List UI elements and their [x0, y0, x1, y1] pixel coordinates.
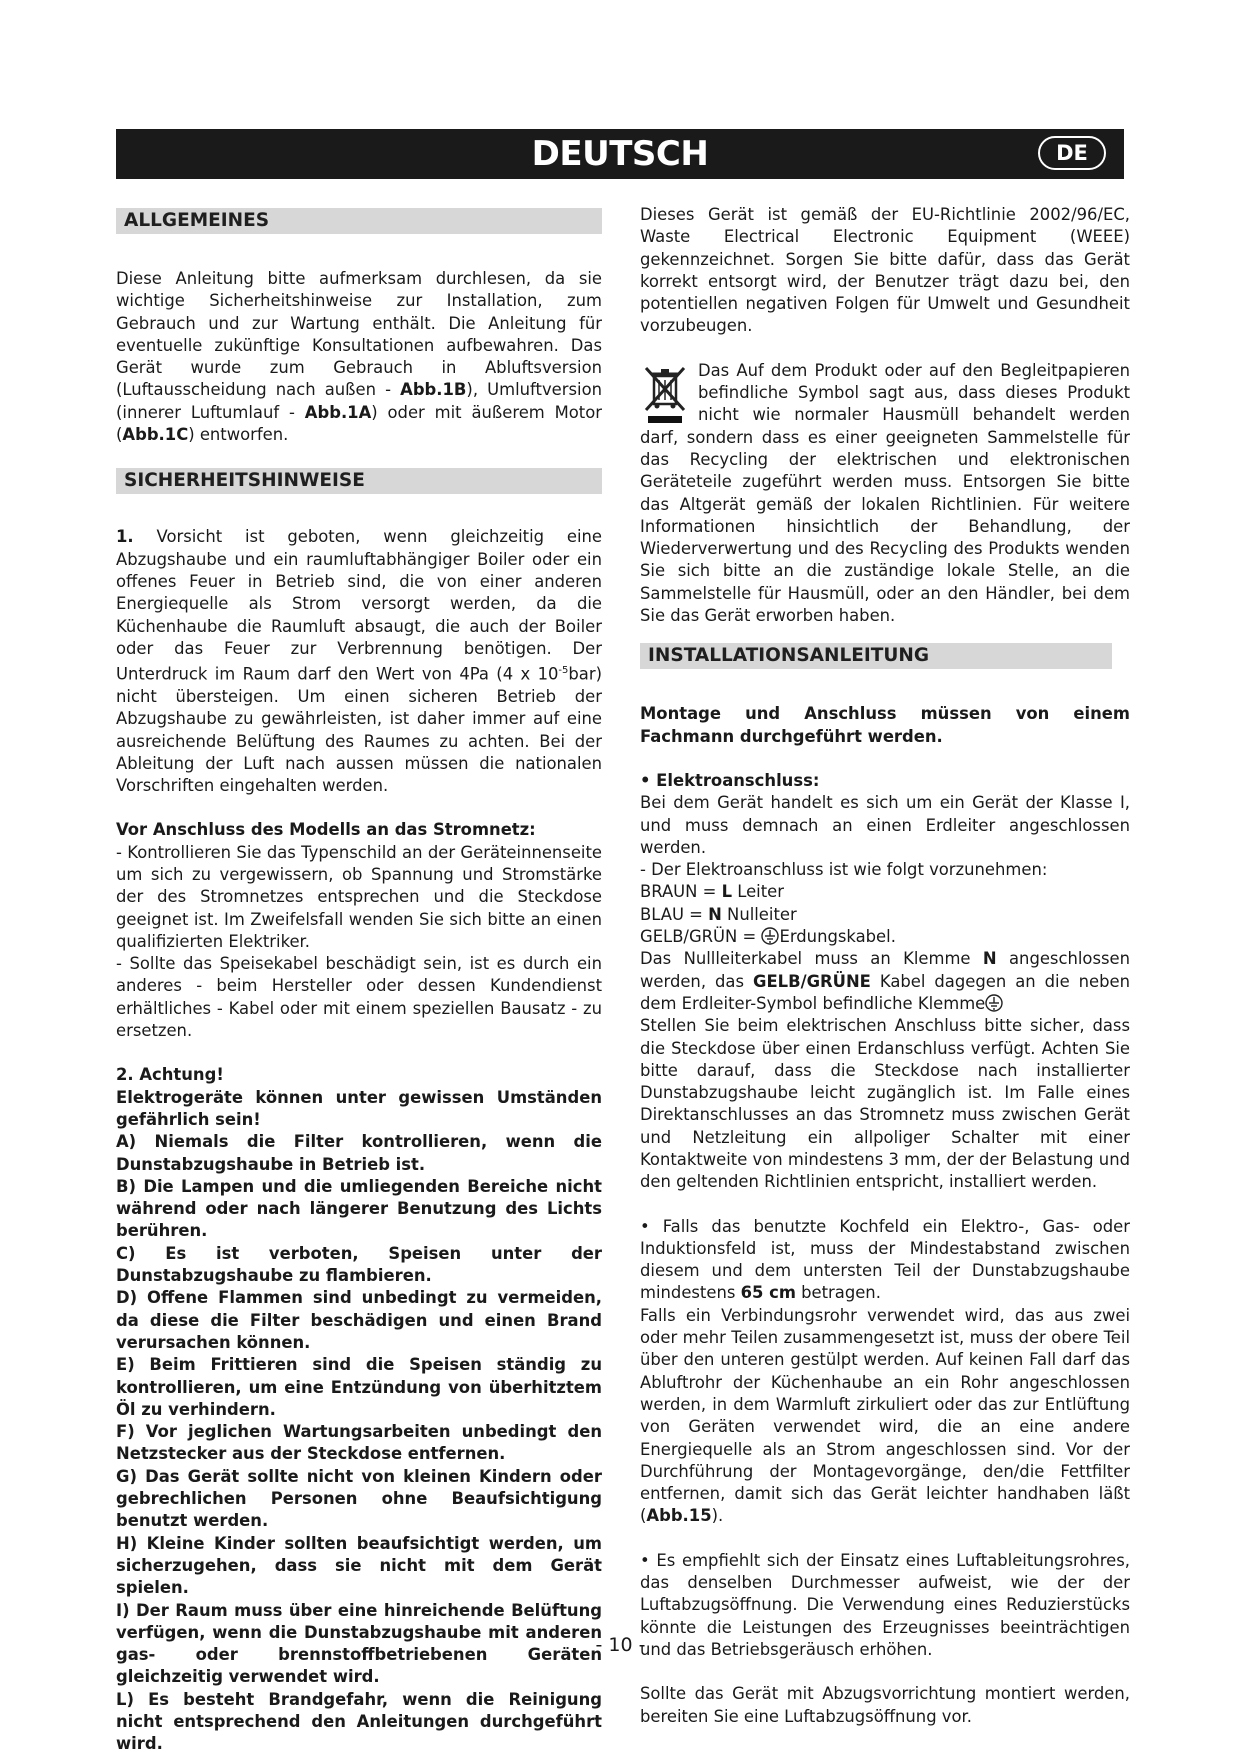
language-badge: DE	[1038, 136, 1106, 170]
allgemeines-paragraph: Diese Anleitung bitte aufmerksam durchlesen, da sie wichtige Sicherheitshinweise zur Installation, zum Gebrauch und zur Wartung enthält. Die Anleitung für eventuelle zukünftige Konsultationen aufbewahren. Das Gerät wurde zum Gebrauch in Abluftsversion (Luftausscheidung nach außen - Abb.1B), Umluftversion (innerer Luftumlauf - Abb.1A) oder mit äußerem Motor (Abb.1C) entworfen.	[116, 269, 602, 445]
section-heading-allgemeines: ALLGEMEINES	[116, 208, 602, 234]
duct-diameter-recommendation: • Es empfiehlt sich der Einsatz eines Luftableitungsrohres, das denselben Durchmesser aufweist, wie der der Luftabzugsöffnung. Die Verwendung eines Reduzierstücks könnte die Leistungen des Erzeugnisses beeinträchtigen und das Betriebsgeräusch erhöhen.	[640, 1550, 1130, 1659]
warning-subheading: Elektrogeräte können unter gewissen Umständen gefährlich sein!	[116, 1087, 602, 1129]
warning-item-f: F) Vor jeglichen Wartungsarbeiten unbedingt den Netzstecker aus der Steckdose entfernen.	[116, 1422, 602, 1464]
warning-item-b: B) Die Lampen und die umliegenden Bereiche nicht während oder nach längerer Benutzung des Lichts berühren.	[116, 1176, 602, 1241]
warning-item-a: A) Niemals die Filter kontrollieren, wenn die Dunstabzugshaube in Betrieb ist.	[116, 1132, 602, 1174]
wire-yellow-green: GELB/GRÜN = Erdungskabel.	[640, 927, 896, 947]
electrical-connection-heading: • Elektroanschluss:	[640, 770, 820, 790]
electrical-class-text: Bei dem Gerät handelt es sich um ein Gerät der Klasse I, und muss demnach an einen Erdleiter angeschlossen werden.	[640, 793, 1130, 857]
right-column	[640, 204, 1130, 1728]
ground-symbol-icon	[761, 927, 779, 945]
section-heading-installationsanleitung: INSTALLATIONSANLEITUNG	[640, 643, 1112, 669]
weee-block	[640, 360, 1130, 628]
warning-item-i: I) Der Raum muss über eine hinreichende Belüftung verfügen, wenn die Dunstabzugshaube mit anderen gas- oder brennstoffbetriebenen Geräten gleichzeitig verwendet wird.	[116, 1600, 602, 1687]
weee-crossed-bin-icon	[640, 362, 692, 426]
grounding-instructions: Stellen Sie beim elektrischen Anschluss bitte sicher, dass die Steckdose über einen Erdanschluss verfügt. Achten Sie bitte darauf, dass die Steckdose nach installierter Dunstabzugshaube leicht zugänglich ist. Im Falle eines Direktanschlusses an das Stromnetz muss zwischen Gerät und Netzleitung ein allpoliger Schalter mit einer Kontaktweite von mindestens 3 mm, der der Belastung und den geltenden Richtlinien entspricht, installiert werden.	[640, 1016, 1130, 1192]
installation-professional-note: Montage und Anschluss müssen von einem Fachmann durchgeführt werden.	[640, 704, 1130, 746]
duct-pipe-text: Falls ein Verbindungsrohr verwendet wird, das aus zwei oder mehr Teilen zusammengesetzt ist, muss der obere Teil über den unteren gestülpt werden. Auf keinen Fall darf das Abluftrohr der Küchenhaube an ein Rohr angeschlossen werden, in dem Warmluft zirkuliert oder das zur Entlüftung von Geräten verwendet wird, die an eine andere Energiequelle als an Strom angeschlossen sind. Vor der Durchführung der Montagevorgänge, den/die Fettfilter entfernen, damit sich das Gerät leichter handhaben läßt (Abb.15).	[640, 1305, 1130, 1526]
cooktop-distance-text: • Falls das benutzte Kochfeld ein Elektro-, Gas- oder Induktionsfeld ist, muss der Mindestabstand zwischen diesem und dem untersten Teil der Dunstabzugshaube mindestens 65 cm betragen.	[640, 1216, 1130, 1303]
warning-item-h: H) Kleine Kinder sollten beaufsichtigt werden, um sicherzugehen, dass sie nicht mit dem Gerät spielen.	[116, 1533, 602, 1598]
neutral-wire-text: Das Nullleiterkabel muss an Klemme N angeschlossen werden, das GELB/GRÜNE Kabel dagegen an die neben dem Erdleiter-Symbol befindliche Klemme	[640, 949, 1131, 1013]
warning-item-d: D) Offene Flammen sind unbedingt zu vermeiden, da diese die Filter beschädigen und einen Brand verursachen können.	[116, 1288, 602, 1352]
power-connection-text-1: - Kontrollieren Sie das Typenschild an der Geräteinnenseite um sich zu vergewissern, ob Spannung und Stromstärke der des Stromnetzes entsprechen und die Steckdose geeignet ist. Im Zweifelsfall wenden Sie sich bitte an einen qualifizierten Elektriker.	[116, 842, 602, 951]
warning-item-g: G) Das Gerät sollte nicht von kleinen Kindern oder gebrechlichen Personen ohne Beaufsichtigung benutzt werden.	[116, 1466, 602, 1531]
exhaust-opening-text: Sollte das Gerät mit Abzugsvorrichtung montiert werden, bereiten Sie eine Luftabzugsöffnung vor.	[640, 1684, 1130, 1726]
electrical-steps-intro: - Der Elektroanschluss ist wie folgt vorzunehmen:	[640, 860, 1048, 880]
safety-item-1: 1. Vorsicht ist geboten, wenn gleichzeitig eine Abzugshaube und ein raumluftabhängiger Boiler oder ein offenes Feuer in Betrieb sind, die von einer anderen Energiequelle als Strom versorgt werden, da die Küchenhaube die Raumluft absaugt, die auch der Boiler oder das Feuer zur Verbrennung benötigen. Der Unterdruck im Raum darf den Wert von 4Pa (4 x $10^{-5}bar$) nicht übersteigen. Um einen sicheren Betrieb der Abzugshaube zu gewährleisten, ist daher immer auf eine ausreichende Belüftung des Raumes zu achten. Bei der Ableitung der Luft nach aussen müssen die nationalen Vorschriften eingehalten werden.	[116, 527, 602, 796]
warning-item-e: E) Beim Frittieren sind die Speisen ständig zu kontrollieren, um eine Entzündung von überhitztem Öl zu verhindern.	[116, 1355, 602, 1419]
power-connection-heading: Vor Anschluss des Modells an das Stromnetz:	[116, 820, 536, 840]
page-number: - 10 -	[595, 1634, 646, 1656]
warning-item-l: L) Es besteht Brandgefahr, wenn die Reinigung nicht entsprechend den Anleitungen durchgeführt wird.	[116, 1689, 602, 1754]
weee-intro: Dieses Gerät ist gemäß der EU-Richtlinie 2002/96/EC, Waste Electrical Electronic Equipment (WEEE) gekennzeichnet. Sorgen Sie bitte dafür, dass das Gerät korrekt entsorgt wird, der Benutzer trägt dazu bei, den potentiellen negativen Folgen für Umwelt und Gesundheit vorzubeugen.	[640, 205, 1130, 336]
left-column	[116, 208, 602, 1756]
weee-symbol-text: Das Auf dem Produkt oder auf den Begleitpapieren befindliche Symbol sagt aus, dass dieses Produkt nicht wie normaler Hausmüll behandelt werden darf, sondern dass es einer geeigneten Sammelstelle für das Recycling der elektrischen und elektronischen Geräteteile zugeführt werden muss. Entsorgen Sie bitte das Altgerät gemäß der lokalen Richtlinien. Für weitere Informationen hinsichtlich der Behandlung, der Wiederverwertung und des Recycling des Produkts wenden Sie sich bitte an die zuständige lokale Stelle, an die Sammelstelle für Hausmüll, oder an den Händler, bei dem Sie das Gerät erworben haben.	[640, 360, 1130, 626]
wire-brown: BRAUN = L Leiter	[640, 882, 784, 902]
wire-blue: BLAU = N Nulleiter	[640, 904, 797, 924]
section-heading-sicherheitshinweise: SICHERHEITSHINWEISE	[116, 468, 602, 494]
power-connection-text-2: - Sollte das Speisekabel beschädigt sein, ist es durch ein anderes - beim Hersteller oder dessen Kundendienst erhältliches - Kabel oder mit einem speziellen Bausatz - zu ersetzen.	[116, 954, 602, 1041]
warning-heading: 2. Achtung!	[116, 1065, 224, 1085]
page-title: DEUTSCH	[531, 134, 709, 174]
warning-item-c: C) Es ist verboten, Speisen unter der Dunstabzugshaube zu flambieren.	[116, 1243, 602, 1286]
language-header-bar	[116, 129, 1124, 179]
ground-terminal-icon	[985, 994, 1003, 1012]
